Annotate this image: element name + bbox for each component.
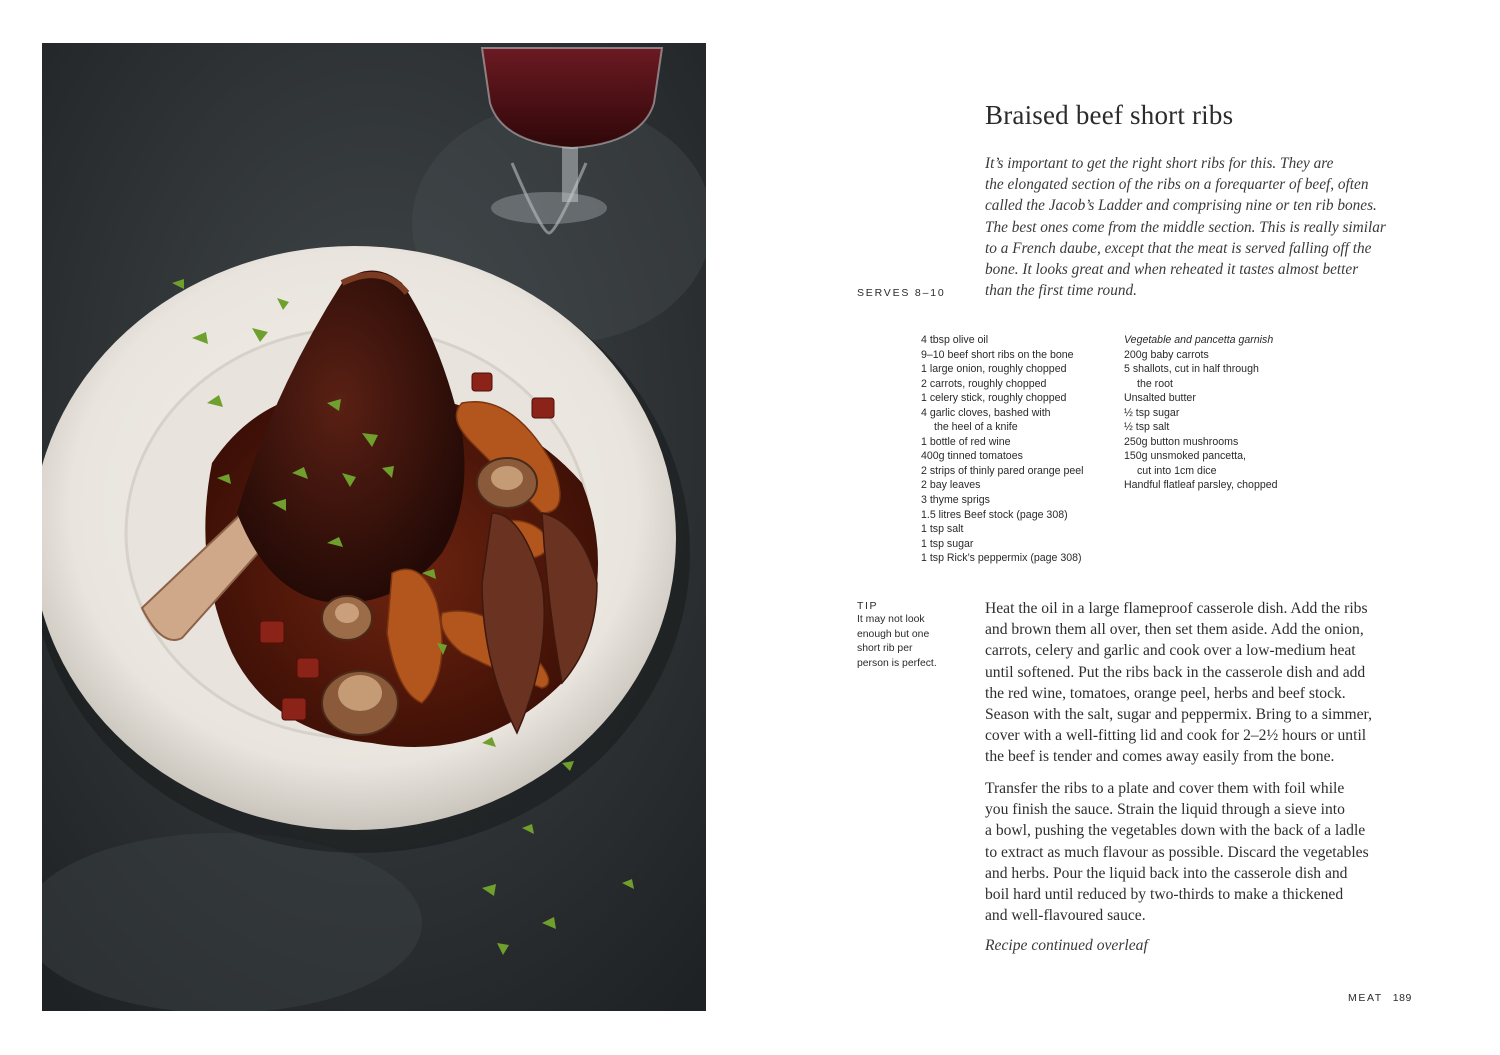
ingredient-item: Unsalted butter — [1124, 392, 1196, 405]
method-paragraph-2 — [985, 778, 1425, 926]
ingredient-item: 250g button mushrooms — [1124, 435, 1239, 448]
method-line: Season with the salt, sugar and peppermix. Bring to a simmer, — [985, 706, 1372, 724]
method-line: to extract as much flavour as possible. Discard the vegetables — [985, 843, 1369, 861]
ingredients-garnish-list — [1124, 333, 1278, 493]
recipe-title: Braised beef short ribs — [985, 100, 1234, 130]
intro-line: the elongated section of the ribs on a forequarter of beef, often — [985, 176, 1369, 194]
ingredient-item: the root — [1137, 377, 1173, 390]
page-footer — [1348, 992, 1412, 1004]
dish-photo — [42, 43, 706, 1011]
method-line: the red wine, tomatoes, orange peel, herbs and beef stock. — [985, 684, 1346, 702]
method-line: and herbs. Pour the liquid back into the casserole dish and — [985, 864, 1348, 882]
method-line: and brown them all over, then set them aside. Add the onion, — [985, 621, 1364, 639]
tip-line: enough but one — [857, 628, 930, 640]
recipe-intro — [985, 153, 1415, 301]
intro-line: It’s important to get the right short ribs for this. They are — [985, 155, 1334, 172]
section-name: MEAT — [1348, 992, 1383, 1004]
method-line: and well-flavoured sauce. — [985, 907, 1146, 925]
ingredient-item: Handful flatleaf parsley, chopped — [1124, 479, 1278, 492]
intro-line: called the Jacob’s Ladder and comprising nine or ten rib bones. — [985, 197, 1377, 215]
intro-line: The best ones come from the middle section. This is really similar — [985, 218, 1386, 236]
serves-label: SERVES 8–10 — [857, 287, 946, 299]
ingredient-item: 1 large onion, roughly chopped — [921, 363, 1067, 376]
ingredient-item: 1 bottle of red wine — [921, 435, 1011, 448]
garnish-heading: Vegetable and pancetta garnish — [1124, 334, 1274, 346]
method-line: the beef is tender and comes away easily from the bone. — [985, 748, 1335, 766]
ingredient-item: 1 tsp salt — [921, 523, 964, 536]
tip-line: person is perfect. — [857, 657, 937, 669]
ingredient-item: 150g unsmoked pancetta, — [1124, 450, 1246, 463]
method-line: boil hard until reduced by two-thirds to make a thickened — [985, 886, 1344, 904]
tip-label: TIP — [857, 600, 879, 612]
intro-line: to a French daube, except that the meat is served falling off the — [985, 239, 1372, 257]
method-line: until softened. Put the ribs back in the casserole dish and add — [985, 663, 1366, 681]
ingredient-item: 1 tsp sugar — [921, 537, 974, 550]
tip-line: short rib per — [857, 643, 913, 654]
ingredient-item: 4 tbsp olive oil — [921, 334, 989, 346]
intro-line: than the first time round. — [985, 282, 1137, 300]
continued-note: Recipe continued overleaf — [985, 937, 1148, 954]
ingredient-item: the heel of a knife — [934, 421, 1018, 434]
tip-text — [857, 613, 967, 671]
ingredient-item: 9–10 beef short ribs on the bone — [921, 348, 1074, 361]
ingredient-item: 5 shallots, cut in half through — [1124, 363, 1259, 376]
ingredient-item: 1 celery stick, roughly chopped — [921, 392, 1067, 405]
tip-line: It may not look — [857, 614, 925, 625]
ingredient-item: ½ tsp salt — [1124, 421, 1170, 434]
ingredient-item: 200g baby carrots — [1124, 348, 1209, 361]
ingredient-item: cut into 1cm dice — [1137, 464, 1217, 477]
ingredient-item: 3 thyme sprigs — [921, 494, 990, 507]
method-line: you finish the sauce. Strain the liquid through a sieve into — [985, 801, 1345, 819]
ingredient-item: ½ tsp sugar — [1124, 406, 1180, 419]
ingredients-main-list — [921, 333, 1084, 566]
ingredient-item: 2 bay leaves — [921, 479, 981, 492]
ingredient-item: 4 garlic cloves, bashed with — [921, 406, 1051, 419]
ingredient-item: 2 carrots, roughly chopped — [921, 377, 1047, 390]
ingredient-item: 1 tsp Rick’s peppermix (page 308) — [921, 552, 1082, 565]
method-line: a bowl, pushing the vegetables down with the back of a ladle — [985, 822, 1366, 840]
ingredient-item: 2 strips of thinly pared orange peel — [921, 464, 1084, 477]
method-line: Heat the oil in a large flameproof casserole dish. Add the ribs — [985, 600, 1368, 617]
method-line: cover with a well-fitting lid and cook for 2–2½ hours or until — [985, 727, 1367, 745]
method-line: carrots, celery and garlic and cook over a low-medium heat — [985, 642, 1356, 660]
ingredient-item: 400g tinned tomatoes — [921, 450, 1023, 463]
ingredient-item: 1.5 litres Beef stock (page 308) — [921, 508, 1068, 521]
method-paragraph-1 — [985, 598, 1425, 768]
page-number: 189 — [1392, 992, 1412, 1004]
intro-line: bone. It looks great and when reheated it tastes almost better — [985, 261, 1359, 279]
method-line: Transfer the ribs to a plate and cover them with foil while — [985, 780, 1345, 797]
braised-short-rib-illustration — [42, 43, 706, 1011]
